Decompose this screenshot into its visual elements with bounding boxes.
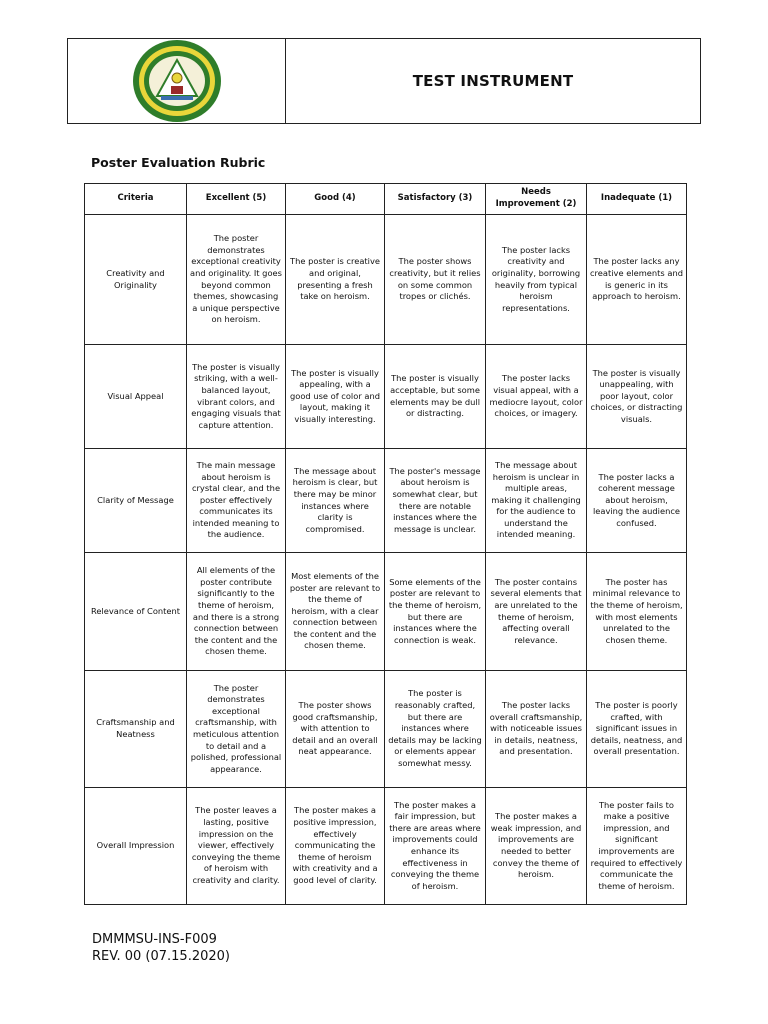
- rubric-cell: The poster lacks overall craftsmanship, with noticeable issues in details, neatness, and presentation.: [486, 671, 587, 788]
- rubric-table: [84, 183, 687, 905]
- rubric-cell: The poster is reasonably crafted, but there are instances where details may be lacking or elements appear somewhat messy.: [385, 671, 486, 788]
- column-header: Criteria: [85, 184, 187, 215]
- table-row: [85, 788, 687, 905]
- document-title: TEST INSTRUMENT: [412, 72, 574, 90]
- revision-label: REV. 00 (07.15.2020): [92, 949, 230, 964]
- criterion-cell: Overall Impression: [85, 788, 187, 905]
- criterion-cell: Clarity of Message: [85, 449, 187, 553]
- rubric-cell: Most elements of the poster are relevant to the theme of heroism, with a clear connection between the content and the chosen theme.: [286, 553, 385, 671]
- table-row: [85, 215, 687, 345]
- table-row: [85, 449, 687, 553]
- rubric-cell: The main message about heroism is crystal clear, and the poster effectively communicates its intended meaning to the audience.: [187, 449, 286, 553]
- column-header: Good (4): [286, 184, 385, 215]
- rubric-cell: All elements of the poster contribute significantly to the theme of heroism, and there is a strong connection between the content and the chosen theme.: [187, 553, 286, 671]
- rubric-cell: The poster is visually appealing, with a good use of color and layout, making it visually interesting.: [286, 345, 385, 449]
- logo-cell: [68, 39, 286, 123]
- document-footer: [92, 931, 230, 965]
- rubric-cell: The poster is creative and original, presenting a fresh take on heroism.: [286, 215, 385, 345]
- institution-seal-icon: [131, 38, 223, 124]
- table-row: [85, 553, 687, 671]
- column-header: Excellent (5): [187, 184, 286, 215]
- column-header: Needs Improvement (2): [486, 184, 587, 215]
- rubric-cell: The poster's message about heroism is somewhat clear, but there are notable instances where the message is unclear.: [385, 449, 486, 553]
- rubric-cell: The poster shows good craftsmanship, with attention to detail and an overall neat appearance.: [286, 671, 385, 788]
- doc-code: DMMMSU-INS-F009: [92, 932, 217, 947]
- rubric-cell: The poster lacks any creative elements and is generic in its approach to heroism.: [587, 215, 687, 345]
- table-row: [85, 671, 687, 788]
- rubric-cell: The poster makes a fair impression, but there are areas where improvements could enhance its effectiveness in conveying the theme of heroism.: [385, 788, 486, 905]
- rubric-cell: The message about heroism is unclear in multiple areas, making it challenging for the audience to understand the intended meaning.: [486, 449, 587, 553]
- rubric-cell: The poster fails to make a positive impression, and significant improvements are required to effectively communicate the theme of heroism.: [587, 788, 687, 905]
- rubric-cell: The poster is visually acceptable, but some elements may be dull or distracting.: [385, 345, 486, 449]
- table-header-row: [85, 184, 687, 215]
- rubric-cell: Some elements of the poster are relevant to the theme of heroism, but there are instances where the connection is weak.: [385, 553, 486, 671]
- rubric-cell: The poster lacks creativity and originality, borrowing heavily from typical heroism representations.: [486, 215, 587, 345]
- rubric-heading: Poster Evaluation Rubric: [91, 155, 266, 170]
- rubric-cell: The poster is poorly crafted, with significant issues in details, neatness, and overall presentation.: [587, 671, 687, 788]
- column-header: Satisfactory (3): [385, 184, 486, 215]
- rubric-cell: The poster shows creativity, but it relies on some common tropes or clichés.: [385, 215, 486, 345]
- rubric-cell: The poster makes a positive impression, effectively communicating the theme of heroism with creativity and a good level of clarity.: [286, 788, 385, 905]
- rubric-cell: The poster leaves a lasting, positive impression on the viewer, effectively conveying the theme of heroism with creativity and clarity.: [187, 788, 286, 905]
- rubric-cell: The poster demonstrates exceptional creativity and originality. It goes beyond common themes, showcasing a unique perspective on heroism.: [187, 215, 286, 345]
- rubric-cell: The poster contains several elements that are unrelated to the theme of heroism, affecting overall relevance.: [486, 553, 587, 671]
- rubric-cell: The poster is visually striking, with a well-balanced layout, vibrant colors, and engaging visuals that capture attention.: [187, 345, 286, 449]
- rubric-cell: The poster has minimal relevance to the theme of heroism, with most elements unrelated to the chosen theme.: [587, 553, 687, 671]
- rubric-cell: The poster is visually unappealing, with poor layout, color choices, or distracting visuals.: [587, 345, 687, 449]
- criterion-cell: Creativity and Originality: [85, 215, 187, 345]
- criterion-cell: Visual Appeal: [85, 345, 187, 449]
- criterion-cell: Relevance of Content: [85, 553, 187, 671]
- rubric-cell: The poster makes a weak impression, and improvements are needed to better convey the theme of heroism.: [486, 788, 587, 905]
- rubric-cell: The message about heroism is clear, but there may be minor instances where clarity is compromised.: [286, 449, 385, 553]
- document-header: [67, 38, 701, 124]
- table-row: [85, 345, 687, 449]
- rubric-cell: The poster lacks a coherent message about heroism, leaving the audience confused.: [587, 449, 687, 553]
- rubric-cell: The poster lacks visual appeal, with a mediocre layout, color choices, or imagery.: [486, 345, 587, 449]
- criterion-cell: Craftsmanship and Neatness: [85, 671, 187, 788]
- rubric-cell: The poster demonstrates exceptional craftsmanship, with meticulous attention to detail and a polished, professional appearance.: [187, 671, 286, 788]
- column-header: Inadequate (1): [587, 184, 687, 215]
